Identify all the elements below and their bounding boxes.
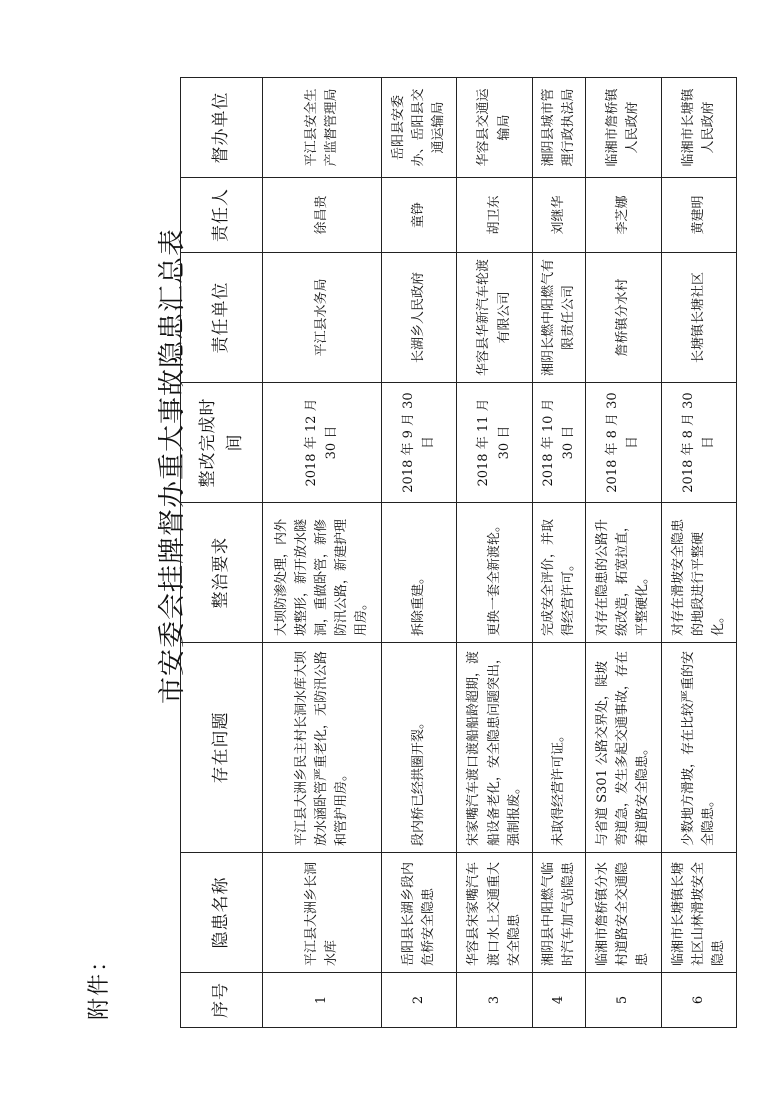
row-unit: 长湖乡人民政府: [382, 253, 457, 383]
row-seq: 4: [532, 973, 585, 1028]
table-row: [661, 78, 736, 1028]
row-problem: 宋家嘴汽车渡口渡船船龄超期，渡船设备老化，安全隐患问题突出，强制报废。: [457, 643, 532, 853]
row-requirement: 大坝防渗处理，内外坡整形，新开放水隧洞，重做卧管，新修防汛公路，新建护理用房。: [263, 503, 382, 643]
header-person: 责任人: [181, 178, 263, 253]
row-deadline: 2018 年 10 月 30 日: [532, 383, 585, 503]
row-person: 童铮: [382, 178, 457, 253]
row-name: 临湘市长塘镇长塘社区山林滑坡安全隐患: [661, 853, 736, 973]
row-problem: 段内桥已经拱圈开裂。: [382, 643, 457, 853]
row-name: 临湘市詹桥镇分水村道路安全交通隐患: [586, 853, 661, 973]
row-supervisor: 岳阳县安委办、岳阳县交通运输局: [382, 78, 457, 178]
row-problem: 未取得经营许可证。: [532, 643, 585, 853]
row-unit: 湘阴长燃中阳燃气有限责任公司: [532, 253, 585, 383]
row-supervisor: 湘阴县城市管理行政执法局: [532, 78, 585, 178]
table-row: [532, 78, 585, 1028]
row-supervisor: 华容县交通运输局: [457, 78, 532, 178]
row-person: 胡卫东: [457, 178, 532, 253]
row-requirement: 对存在隐患的公路升级改造，拓宽拉直，平整硬化。: [586, 503, 661, 643]
row-name: 平江县大洲乡长洞水库: [263, 853, 382, 973]
row-seq: 2: [382, 973, 457, 1028]
header-problem: 存在问题: [181, 643, 263, 853]
row-name: 华容县宋家嘴汽车渡口水上交通重大安全隐患: [457, 853, 532, 973]
row-name: 岳阳县长湖乡段内危桥安全隐患: [382, 853, 457, 973]
header-unit: 责任单位: [181, 253, 263, 383]
row-deadline: 2018 年 12 月 30 日: [263, 383, 382, 503]
row-unit: 长塘镇长塘社区: [661, 253, 736, 383]
row-person: 徐昌贵: [263, 178, 382, 253]
row-deadline: 2018 年 8 月 30 日: [661, 383, 736, 503]
row-name: 湘阴县中阳燃气临时汽车加气站隐患: [532, 853, 585, 973]
header-seq: 序号: [181, 973, 263, 1028]
page-title: 市安委会挂牌督办重大事故隐患汇总表: [157, 228, 188, 704]
row-problem: 平江县大洲乡民主村长洞水库大坝放水涵卧管严重老化，无防汛公路和管护用房。: [263, 643, 382, 853]
row-person: 刘继华: [532, 178, 585, 253]
table-header-row: [181, 78, 263, 1028]
row-supervisor: 临湘市詹桥镇人民政府: [586, 78, 661, 178]
hazard-table-wrapper: [180, 78, 737, 1028]
header-supervisor: 督办单位: [181, 78, 263, 178]
row-supervisor: 临湘市长塘镇人民政府: [661, 78, 736, 178]
row-supervisor: 平江县安全生产监督管理局: [263, 78, 382, 178]
row-person: 李芝娜: [586, 178, 661, 253]
table-row: [457, 78, 532, 1028]
row-unit: 詹桥镇分水村: [586, 253, 661, 383]
row-unit: 华容县华新汽车轮渡有限公司: [457, 253, 532, 383]
row-deadline: 2018 年 8 月 30 日: [586, 383, 661, 503]
header-deadline: 整改完成时间: [181, 383, 263, 503]
row-seq: 6: [661, 973, 736, 1028]
header-requirement: 整治要求: [181, 503, 263, 643]
table-row: [586, 78, 661, 1028]
row-seq: 1: [263, 973, 382, 1028]
hazard-summary-table: [180, 77, 737, 1028]
row-requirement: 更换一套全新渡轮。: [457, 503, 532, 643]
row-requirement: 对存在滑坡安全隐患的地段进行平整硬化。: [661, 503, 736, 643]
row-deadline: 2018 年 11 月 30 日: [457, 383, 532, 503]
row-problem: 少数地方滑坡，存在比较严重的安全隐患。: [661, 643, 736, 853]
row-requirement: 拆除重建。: [382, 503, 457, 643]
row-problem: 与省道 S301 公路交界处，陡坡弯道急，发生多起交通事故，存在着道路安全隐患。: [586, 643, 661, 853]
row-person: 黄建明: [661, 178, 736, 253]
row-seq: 5: [586, 973, 661, 1028]
row-seq: 3: [457, 973, 532, 1028]
row-requirement: 完成安全评价，并取得经营许可。: [532, 503, 585, 643]
row-unit: 平江县水务局: [263, 253, 382, 383]
table-row: [263, 78, 382, 1028]
attachment-label: 附件：: [87, 947, 112, 1020]
header-name: 隐患名称: [181, 853, 263, 973]
row-deadline: 2018 年 9 月 30 日: [382, 383, 457, 503]
table-row: [382, 78, 457, 1028]
